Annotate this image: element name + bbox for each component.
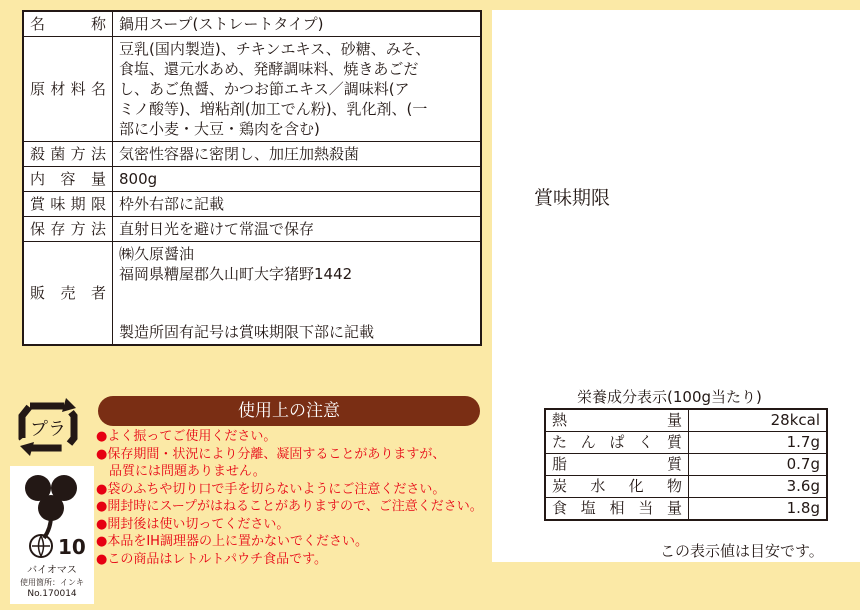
caution-item: ●よく振ってご使用ください。: [96, 429, 277, 444]
row-value: 直射日光を避けて常温で保存: [113, 217, 482, 242]
table-row: [545, 498, 827, 521]
seller-company: ㈱久原醤油: [119, 245, 195, 263]
caution-list: [96, 428, 496, 568]
nutrient-label: 脂質: [545, 454, 689, 476]
row-label: 賞味期限: [23, 192, 113, 217]
plastic-recycle-icon: [16, 396, 80, 458]
product-label-table: [22, 10, 482, 346]
nutrient-value: 1.8g: [689, 498, 828, 521]
nutrition-table: [544, 408, 828, 521]
nutrient-value: 1.7g: [689, 432, 828, 454]
nutrient-label: たんぱく質: [545, 432, 689, 454]
seller-address: 福岡県糟屋郡久山町大字猪野1442: [119, 265, 353, 283]
row-label: 保存方法: [23, 217, 113, 242]
nutrient-label: 炭水化物: [545, 476, 689, 498]
table-row: [545, 409, 827, 432]
nutrient-label: 食塩相当量: [545, 498, 689, 521]
row-value: 豆乳(国内製造)、チキンエキス、砂糖、みそ、 食塩、還元水あめ、発酵調味料、焼きあごだ し、あご魚醤、かつお節エキス／調味料(ア ミノ酸等)、増粘剤(加工でん粉)、乳化剤、(一 部に小麦・大豆・鶏肉を含む): [113, 37, 482, 142]
table-row: [545, 476, 827, 498]
row-value: 鍋用スープ(ストレートタイプ): [113, 11, 482, 37]
biomass-mark: [10, 466, 94, 604]
seller-row: [23, 242, 481, 346]
caution-header: 使用上の注意: [98, 396, 480, 426]
table-row: [23, 142, 481, 167]
row-value: 枠外右部に記載: [113, 192, 482, 217]
caution-item: ●開封時にスープがはねることがありますので、ご注意ください。: [96, 499, 483, 514]
row-label: 内容量: [23, 167, 113, 192]
table-row: [23, 37, 481, 142]
seller-info: [113, 242, 482, 346]
row-label: 殺菌方法: [23, 142, 113, 167]
caution-item: ●この商品はレトルトパウチ食品です。: [96, 551, 328, 567]
biomass-label: バイオマス: [27, 565, 77, 576]
table-row: [23, 192, 481, 217]
biomass-number-label: No.170014: [27, 589, 77, 599]
biomass-number: 10: [58, 535, 86, 559]
seller-note: 製造所固有記号は賞味期限下部に記載: [119, 323, 375, 341]
row-value: 気密性容器に密閉し、加圧加熱殺菌: [113, 142, 482, 167]
table-row: [23, 167, 481, 192]
row-label: 原材料名: [23, 37, 113, 142]
nutrient-value: 3.6g: [689, 476, 828, 498]
table-row: [23, 11, 481, 37]
nutrition-title: 栄養成分表示(100g当たり): [577, 388, 762, 406]
caution-item: ●本品をIH調理器の上に置かないでください。: [96, 534, 368, 549]
biomass-usage: 使用箇所：インキ: [20, 578, 84, 587]
table-row: [545, 432, 827, 454]
caution-item: ●開封後は使い切ってください。: [96, 516, 290, 532]
seller-label: 販売者: [23, 242, 113, 346]
spacer: [119, 284, 474, 322]
row-label: 名 称: [23, 11, 113, 37]
nutrient-label: 熱量: [545, 409, 689, 432]
expiry-label: 賞味期限: [534, 187, 611, 209]
nutrient-value: 28kcal: [689, 409, 828, 432]
nutrition-note: この表示値は目安です。: [660, 542, 824, 560]
caution-item: ●保存期間・状況により分離、凝固することがありますが、: [96, 446, 446, 462]
table-row: [23, 217, 481, 242]
biomass-leaf-icon: [10, 466, 94, 564]
caution-item: 品質には問題ありません。: [96, 464, 266, 479]
recycle-mark-text: プラ: [30, 419, 66, 440]
row-value: 800g: [113, 167, 482, 192]
table-row: [545, 454, 827, 476]
caution-item: ●袋のふちや切り口で手を切らないようにご注意ください。: [96, 481, 446, 497]
nutrient-value: 0.7g: [689, 454, 828, 476]
